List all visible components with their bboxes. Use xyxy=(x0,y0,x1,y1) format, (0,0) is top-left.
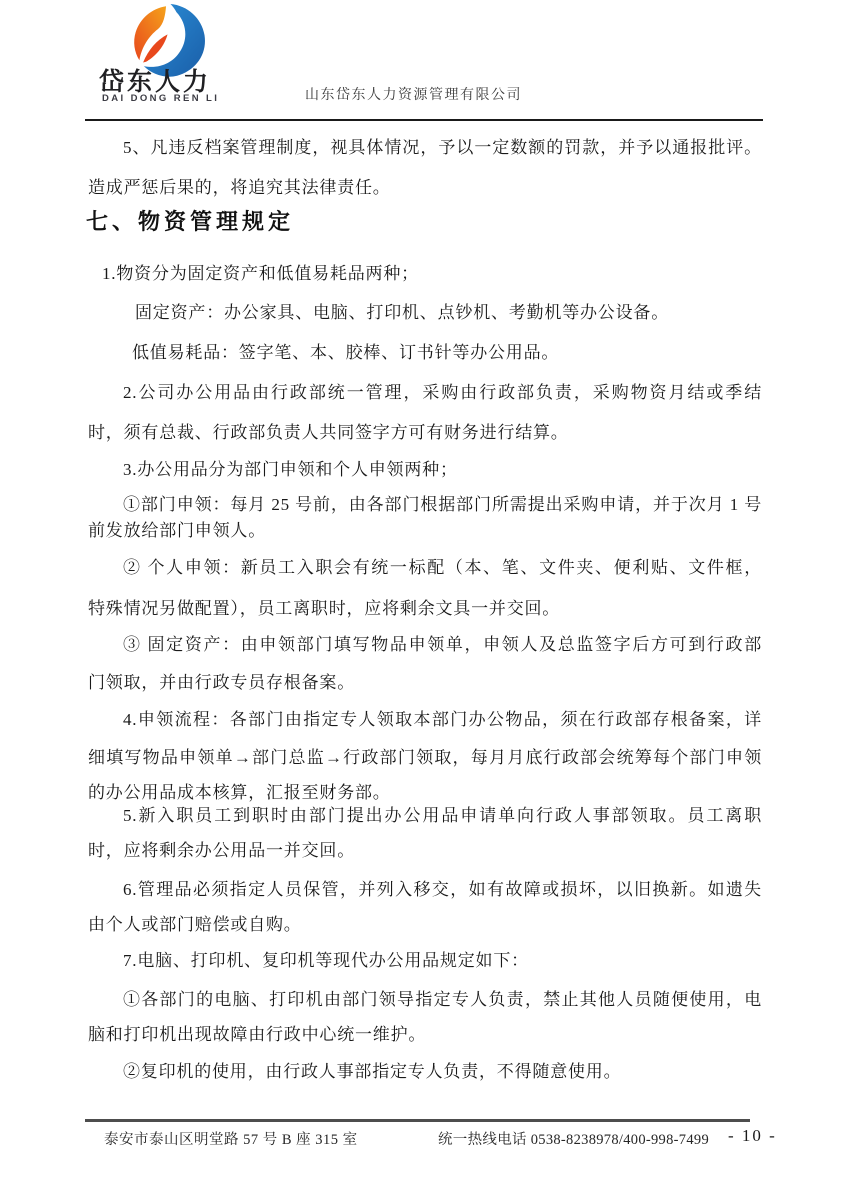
body-line: ①部门申领：每月 25 号前，由各部门根据部门所需提出采购申请，并于次月 1 号 xyxy=(123,495,762,514)
body-line: 7.电脑、打印机、复印机等现代办公用品规定如下： xyxy=(123,951,529,970)
footer-divider xyxy=(85,1119,750,1122)
body-line: 时，应将剩余办公用品一并交回。 xyxy=(88,841,355,860)
body-line: ② 个人申领：新员工入职会有统一标配（本、笔、文件夹、便利贴、文件框， xyxy=(123,558,762,577)
page-number: - 10 - xyxy=(728,1126,777,1145)
footer-address: 泰安市泰山区明堂路 57 号 B 座 315 室 xyxy=(104,1132,358,1148)
body-line: 时，须有总裁、行政部负责人共同签字方可有财务进行结算。 xyxy=(88,423,569,442)
body-line: 4.申领流程：各部门由指定专人领取本部门办公物品，须在行政部存根备案，详 xyxy=(123,710,762,729)
body-line: 2.公司办公用品由行政部统一管理，采购由行政部负责，采购物资月结或季结 xyxy=(123,383,762,402)
body-line: 的办公用品成本核算，汇报至财务部。 xyxy=(88,783,391,802)
body-line: 5.新入职员工到职时由部门提出办公用品申请单向行政人事部领取。员工离职 xyxy=(123,806,762,825)
body-line: 5、凡违反档案管理制度，视具体情况，予以一定数额的罚款，并予以通报批评。 xyxy=(123,138,762,157)
body-line: 前发放给部门申领人。 xyxy=(88,521,266,540)
body-line: 造成严惩后果的，将追究其法律责任。 xyxy=(88,178,391,197)
footer-hotline: 统一热线电话 0538-8238978/400-998-7499 xyxy=(438,1132,709,1148)
body-line: 细填写物品申领单→部门总监→行政部门领取，每月月底行政部会统筹每个部门申领 xyxy=(88,748,762,767)
body-line: 脑和打印机出现故障由行政中心统一维护。 xyxy=(88,1025,427,1044)
body-line: 3.办公用品分为部门申领和个人申领两种； xyxy=(123,460,458,479)
logo-cn-text: 岱东人力 xyxy=(99,68,212,96)
body-line: ①各部门的电脑、打印机由部门领导指定专人负责，禁止其他人员随便使用，电 xyxy=(123,990,762,1009)
company-name: 山东岱东人力资源管理有限公司 xyxy=(305,88,522,103)
body-line: 1.物资分为固定资产和低值易耗品两种； xyxy=(102,264,419,283)
body-line: ③ 固定资产：由申领部门填写物品申领单，申领人及总监签字后方可到行政部 xyxy=(123,635,762,654)
body-line: 低值易耗品：签字笔、本、胶棒、订书针等办公用品。 xyxy=(132,343,560,362)
body-line: 由个人或部门赔偿或自购。 xyxy=(88,915,302,934)
section-heading: 七、物资管理规定 xyxy=(86,209,295,234)
logo-en-text: DAI DONG REN LI xyxy=(102,93,220,104)
body-line: 门领取，并由行政专员存根备案。 xyxy=(88,673,355,692)
body-line: ②复印机的使用，由行政人事部指定专人负责，不得随意使用。 xyxy=(123,1062,622,1081)
body-line: 特殊情况另做配置），员工离职时，应将剩余文具一并交回。 xyxy=(88,599,561,618)
body-line: 6.管理品必须指定人员保管，并列入移交，如有故障或损坏，以旧换新。如遗失 xyxy=(123,880,762,899)
body-line: 固定资产：办公家具、电脑、打印机、点钞机、考勤机等办公设备。 xyxy=(135,303,669,322)
header-divider xyxy=(85,119,763,121)
